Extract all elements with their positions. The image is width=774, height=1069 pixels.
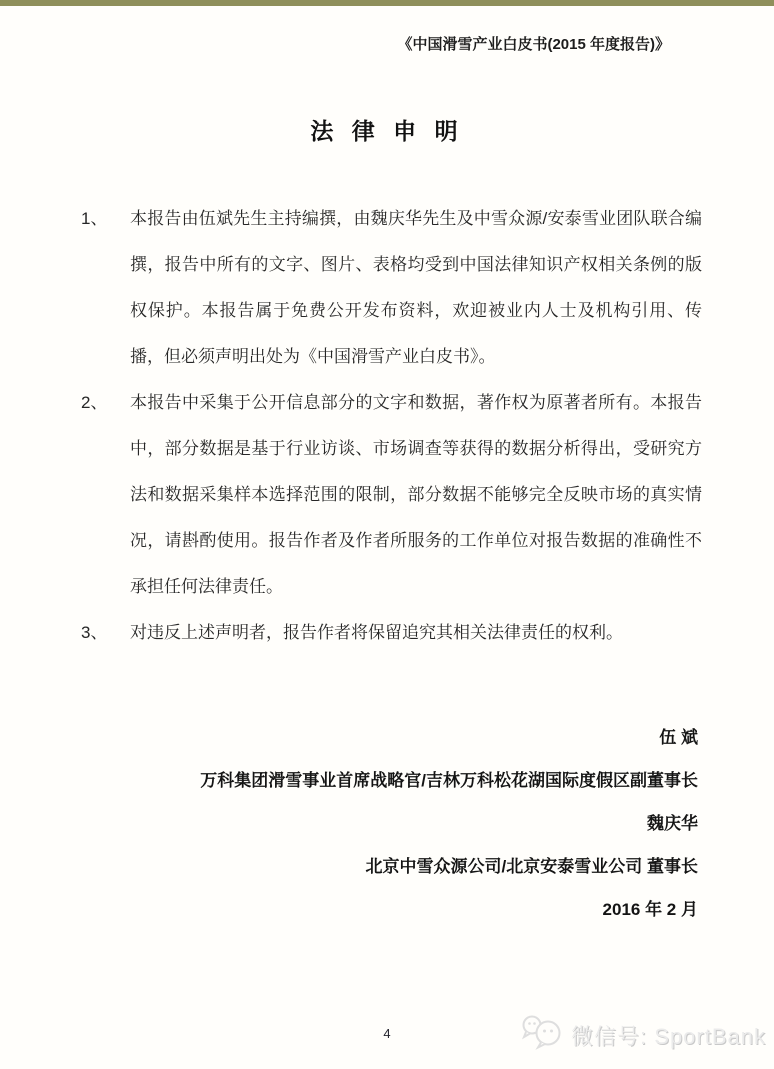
legal-statement-body (75, 196, 702, 656)
paragraph-2 (75, 380, 702, 610)
signature-date: 2016 年 2 月 (602, 900, 698, 919)
signature-title-2: 北京中雪众源公司/北京安泰雪业公司 董事长 (365, 857, 698, 876)
signature-block (75, 716, 698, 931)
paragraph-3 (75, 610, 702, 656)
signature-name-2: 魏庆华 (647, 814, 698, 833)
page-number: 4 (383, 1026, 391, 1041)
signature-title-1: 万科集团滑雪事业首席战略官/吉林万科松花湖国际度假区副董事长 (200, 771, 698, 790)
paragraph-1-number: 1、 (81, 209, 108, 228)
paragraph-2-text: 本报告中采集于公开信息部分的文字和数据，著作权为原著者所有。本报告中，部分数据是基于行业访谈、市场调查等获得的数据分析得出，受研究方法和数据采集样本选择范围的限制，部分数据不能够完全反映市场的真实情况，请斟酌使用。报告作者及作者所服务的工作单位对报告数据的准确性不承担任何法律责任。 (130, 393, 702, 596)
running-header: 《中国滑雪产业白皮书(2015 年度报告)》 (397, 36, 670, 53)
wechat-icon (521, 1013, 563, 1057)
paragraph-1-text: 本报告由伍斌先生主持编撰，由魏庆华先生及中雪众源/安泰雪业团队联合编撰，报告中所有的文字、图片、表格均受到中国法律知识产权相关条例的版权保护。本报告属于免费公开发布资料，欢迎被业内人士及机构引用、传播，但必须声明出处为《中国滑雪产业白皮书》。 (130, 209, 702, 366)
paragraph-2-number: 2、 (81, 393, 108, 412)
paragraph-3-number: 3、 (81, 623, 108, 642)
paragraph-3-text: 对违反上述声明者，报告作者将保留追究其相关法律责任的权利。 (130, 623, 623, 642)
page-title: 法 律 申 明 (310, 118, 464, 144)
watermark (521, 1013, 766, 1057)
watermark-text: 微信号: SportBank (571, 1023, 766, 1049)
top-accent-strip (0, 0, 774, 6)
paragraph-1 (75, 196, 702, 380)
signature-name-1: 伍 斌 (659, 728, 698, 747)
